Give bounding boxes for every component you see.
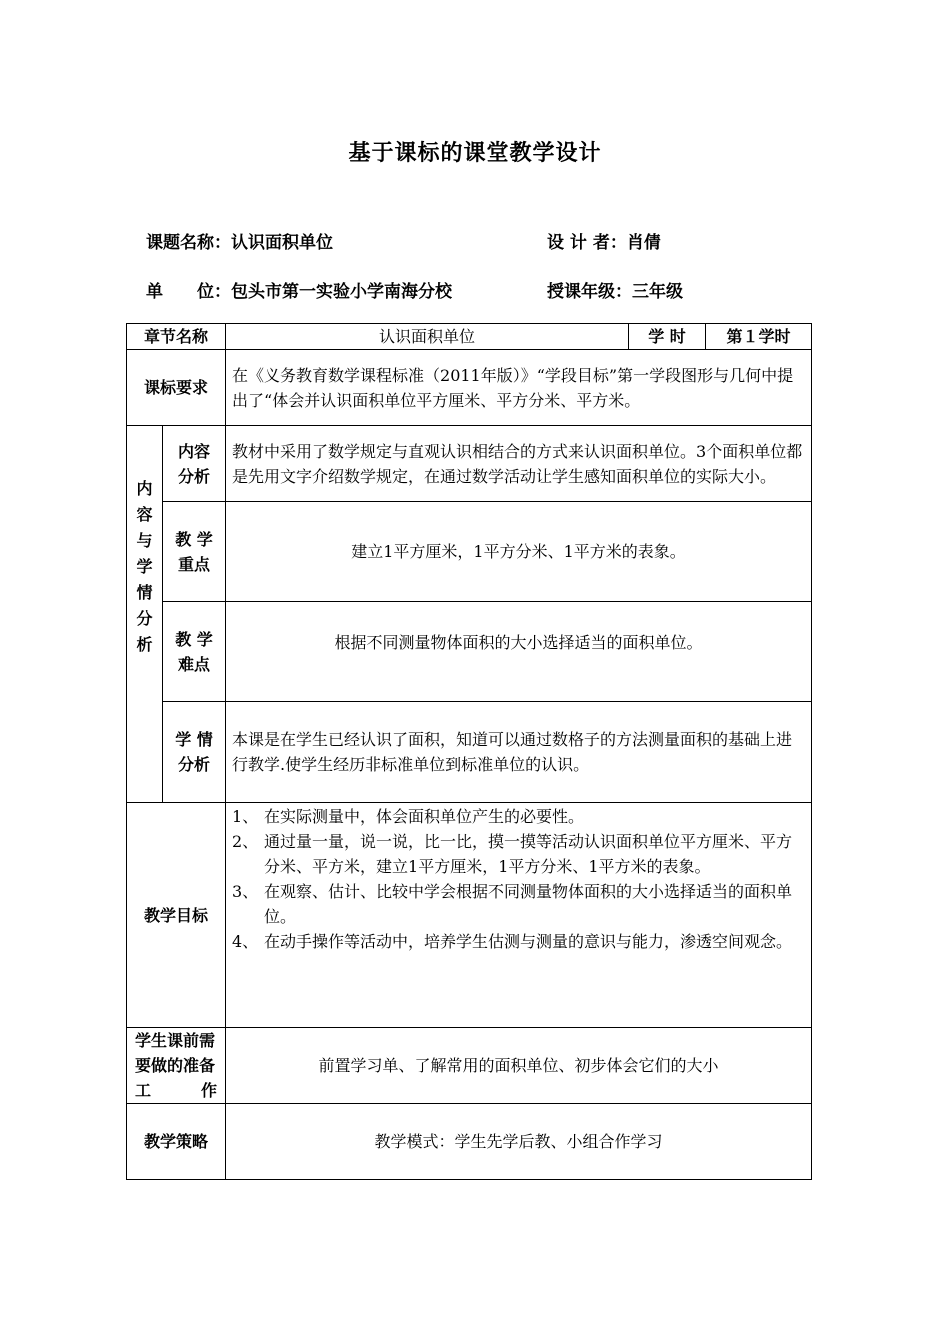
goal-number: 3、 bbox=[232, 882, 259, 901]
goal-text: 在观察、估计、比较中学会根据不同测量物体面积的大小选择适当的面积单位。 bbox=[264, 882, 793, 926]
strategy-row bbox=[127, 1104, 812, 1180]
designer-value: 肖倩 bbox=[626, 233, 661, 253]
goals-cell bbox=[226, 803, 812, 1028]
strategy-label: 教学策略 bbox=[127, 1104, 226, 1180]
goal-text: 通过量一量，说一说，比一比，摸一摸等活动认识面积单位平方厘米、平方分米、平方米，建立1平方厘米，1平方分米、1平方米的表象。 bbox=[264, 832, 793, 876]
goal-item bbox=[232, 829, 805, 879]
goal-item bbox=[232, 804, 805, 829]
key-point-text: 建立1平方厘米，1平方分米、1平方米的表象。 bbox=[226, 502, 812, 602]
students-label-text: 学 情分析 bbox=[175, 730, 213, 774]
unit-label: 单 位： bbox=[146, 282, 231, 302]
content-analysis-label bbox=[163, 426, 226, 502]
standard-label-text: 课标要求 bbox=[144, 378, 209, 397]
grade-value: 三年级 bbox=[632, 282, 683, 302]
standard-label bbox=[127, 350, 226, 426]
content-analysis-text: 教材中采用了数学规定与直观认识相结合的方式来认识面积单位。3个面积单位都是先用文字介绍数学规定，在通过数学活动让学生感知面积单位的实际大小。 bbox=[226, 426, 812, 502]
hours-label: 学 时 bbox=[629, 324, 706, 350]
analysis-group-label bbox=[127, 426, 163, 803]
strategy-text: 教学模式：学生先学后教、小组合作学习 bbox=[226, 1104, 812, 1180]
topic-line bbox=[146, 228, 333, 253]
students-row bbox=[127, 702, 812, 803]
prep-label: 学生课前需要做的准备工作 bbox=[127, 1028, 226, 1104]
standard-row bbox=[127, 350, 812, 426]
difficulty-row bbox=[127, 602, 812, 702]
standard-text: 在《义务教育数学课程标准（2011年版）》“学段目标”第一学段图形与几何中提出了“体会并认识面积单位平方厘米、平方分米、平方米。 bbox=[226, 350, 812, 426]
chapter-row bbox=[127, 324, 812, 350]
goals-list bbox=[232, 804, 805, 954]
content-analysis-row bbox=[127, 426, 812, 502]
unit-value: 包头市第一实验小学南海分校 bbox=[231, 282, 452, 302]
goal-item bbox=[232, 879, 805, 929]
goal-number: 4、 bbox=[232, 932, 259, 951]
students-label bbox=[163, 702, 226, 803]
key-point-label-text: 教 学重点 bbox=[175, 529, 213, 574]
goal-text: 在动手操作等活动中，培养学生估测与测量的意识与能力，渗透空间观念。 bbox=[264, 932, 793, 951]
analysis-group-text: 内容与学情分析 bbox=[136, 479, 153, 654]
difficulty-label bbox=[163, 602, 226, 702]
hours-value: 第１学时 bbox=[706, 324, 812, 350]
prep-text: 前置学习单、了解常用的面积单位、初步体会它们的大小 bbox=[226, 1028, 812, 1104]
document-title: 基于课标的课堂教学设计 bbox=[348, 141, 602, 166]
content-analysis-label-text: 内容分析 bbox=[177, 441, 210, 486]
chapter-value: 认识面积单位 bbox=[226, 324, 629, 350]
chapter-label: 章节名称 bbox=[127, 324, 226, 350]
lesson-design-table bbox=[126, 323, 812, 1180]
grade-label: 授课年级： bbox=[547, 282, 632, 302]
difficulty-label-text: 教 学难点 bbox=[175, 629, 213, 674]
unit-line bbox=[146, 277, 452, 302]
topic-label: 课题名称： bbox=[146, 233, 231, 253]
key-point-label bbox=[163, 502, 226, 602]
prep-row bbox=[127, 1028, 812, 1104]
goals-row bbox=[127, 803, 812, 1028]
goal-number: 1、 bbox=[232, 807, 259, 826]
goal-number: 2、 bbox=[232, 832, 259, 851]
students-text: 本课是在学生已经认识了面积，知道可以通过数格子的方法测量面积的基础上进行教学.使学生经历非标准单位到标准单位的认识。 bbox=[226, 702, 812, 803]
key-point-row bbox=[127, 502, 812, 602]
difficulty-text: 根据不同测量物体面积的大小选择适当的面积单位。 bbox=[226, 602, 812, 702]
goals-label: 教学目标 bbox=[127, 803, 226, 1028]
topic-value: 认识面积单位 bbox=[231, 233, 333, 253]
goal-item bbox=[232, 929, 805, 954]
designer-line bbox=[547, 228, 661, 253]
goal-text: 在实际测量中，体会面积单位产生的必要性。 bbox=[264, 807, 585, 826]
designer-label: 设 计 者： bbox=[547, 233, 627, 253]
grade-line bbox=[547, 277, 683, 302]
